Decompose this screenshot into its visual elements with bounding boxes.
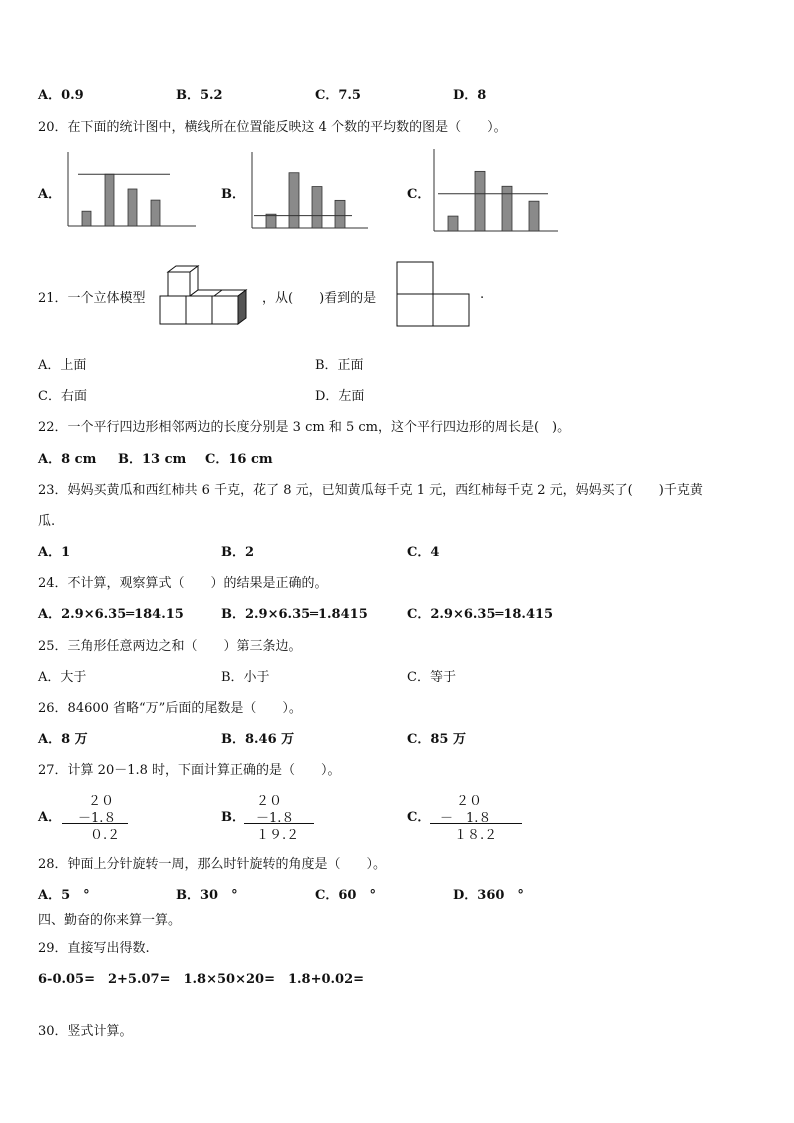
question-20-stem: 20．在下面的统计图中，横线所在位置能反映这 4 个数的平均数的图是（ ）。	[38, 120, 507, 135]
option-a[interactable]: A．0.9	[38, 88, 84, 103]
calc-top: ２０	[88, 794, 115, 809]
q22-option-a[interactable]: A．8 cm	[38, 452, 97, 467]
q21-option-d[interactable]: D．左面	[315, 389, 365, 404]
question-27-stem: 27．计算 20－1.8 时，下面计算正确的是（ ）。	[38, 763, 341, 778]
calc-bottom: ０.２	[90, 828, 121, 843]
question-24-stem: 24．不计算，观察算式（ ）的结果是正确的。	[38, 576, 328, 591]
bar-1	[448, 216, 458, 231]
bar-4	[151, 200, 160, 226]
q27-option-a-label[interactable]: A．	[38, 810, 62, 825]
bar-2	[105, 174, 114, 226]
question-29-items: 6-0.05= 2+5.07= 1.8×50×20= 1.8+0.02=	[38, 972, 365, 987]
q24-option-a[interactable]: A．2.9×6.35═184.15	[38, 607, 184, 622]
q25-option-b[interactable]: B．小于	[221, 670, 270, 685]
question-25-stem: 25．三角形任意两边之和（ ）第三条边。	[38, 639, 302, 654]
q20-option-b-label[interactable]: B．	[221, 187, 245, 202]
q22-option-c[interactable]: C．16 cm	[205, 452, 273, 467]
q28-option-d[interactable]: D．360 °	[453, 888, 524, 903]
q26-option-b[interactable]: B．8.46 万	[221, 732, 295, 747]
bar-4	[529, 201, 539, 231]
q20-chart-c[interactable]	[426, 145, 561, 235]
q20-option-c-label[interactable]: C．	[407, 187, 431, 202]
option-c[interactable]: C．7.5	[315, 88, 361, 103]
q27-option-c-label[interactable]: C．	[407, 810, 431, 825]
q26-option-c[interactable]: C．85 万	[407, 732, 466, 747]
section-4-title: 四、勤奋的你来算一算。	[38, 913, 182, 928]
q21-option-a[interactable]: A．上面	[38, 358, 87, 373]
calc-bottom: １９.２	[256, 828, 300, 843]
calc-bottom: １８.２	[454, 828, 498, 843]
question-29-stem: 29．直接写出得数.	[38, 941, 150, 956]
bar-1	[266, 214, 276, 228]
view-shape-figure	[396, 261, 472, 327]
option-d[interactable]: D．8	[453, 88, 487, 103]
question-30-stem: 30．竖式计算。	[38, 1024, 133, 1039]
q24-option-b[interactable]: B．2.9×6.35═1.8415	[221, 607, 368, 622]
q27-option-b-label[interactable]: B．	[221, 810, 245, 825]
option-b[interactable]: B．5.2	[176, 88, 223, 103]
q23-option-b[interactable]: B．2	[221, 545, 255, 560]
bar-4	[335, 200, 345, 228]
bar-3	[128, 189, 137, 226]
bar-3	[312, 187, 322, 228]
question-23-stem-line1: 23．妈妈买黄瓜和西红柿共 6 千克，花了 8 元，已知黄瓜每千克 1 元，西红柿每千克 2 元，妈妈买了( )千克黄	[38, 483, 703, 498]
q20-option-a-label[interactable]: A．	[38, 187, 62, 202]
calc-mid: －1.８	[256, 811, 295, 826]
question-21-stem-end: .	[480, 287, 485, 302]
q26-option-a[interactable]: A．8 万	[38, 732, 88, 747]
q20-chart-a[interactable]	[60, 148, 210, 232]
bar-2	[289, 173, 299, 228]
q28-option-b[interactable]: B．30 °	[176, 888, 238, 903]
question-21-stem-b: ，从( )看到的是	[262, 291, 377, 306]
q21-option-b[interactable]: B．正面	[315, 358, 364, 373]
q22-option-b[interactable]: B．13 cm	[118, 452, 187, 467]
calc-mid: － 1.８	[440, 811, 492, 826]
q24-option-c[interactable]: C．2.9×6.35═18.415	[407, 607, 554, 622]
bar-3	[502, 186, 512, 231]
question-22-stem: 22．一个平行四边形相邻两边的长度分别是 3 cm 和 5 cm，这个平行四边形的周长是( )。	[38, 420, 571, 435]
calc-top: ２０	[256, 794, 283, 809]
question-26-stem: 26．84600 省略“万”后面的尾数是（ ）。	[38, 701, 302, 716]
q23-option-a[interactable]: A．1	[38, 545, 71, 560]
question-21-stem-a: 21．一个立体模型	[38, 291, 146, 306]
q20-chart-b[interactable]	[244, 148, 374, 232]
q21-option-c[interactable]: C．右面	[38, 389, 87, 404]
bar-1	[82, 211, 91, 226]
q23-option-c[interactable]: C．4	[407, 545, 440, 560]
cube-model-figure	[158, 262, 250, 330]
q25-option-c[interactable]: C．等于	[407, 670, 456, 685]
question-28-stem: 28．钟面上分针旋转一周，那么时针旋转的角度是（ ）。	[38, 857, 387, 872]
q25-option-a[interactable]: A．大于	[38, 670, 87, 685]
question-23-stem-line2: 瓜.	[38, 514, 56, 529]
bar-2	[475, 171, 485, 231]
calc-mid: －1.８	[78, 811, 117, 826]
calc-top: ２０	[456, 794, 483, 809]
q28-option-a[interactable]: A．5 °	[38, 888, 90, 903]
q28-option-c[interactable]: C．60 °	[315, 888, 376, 903]
